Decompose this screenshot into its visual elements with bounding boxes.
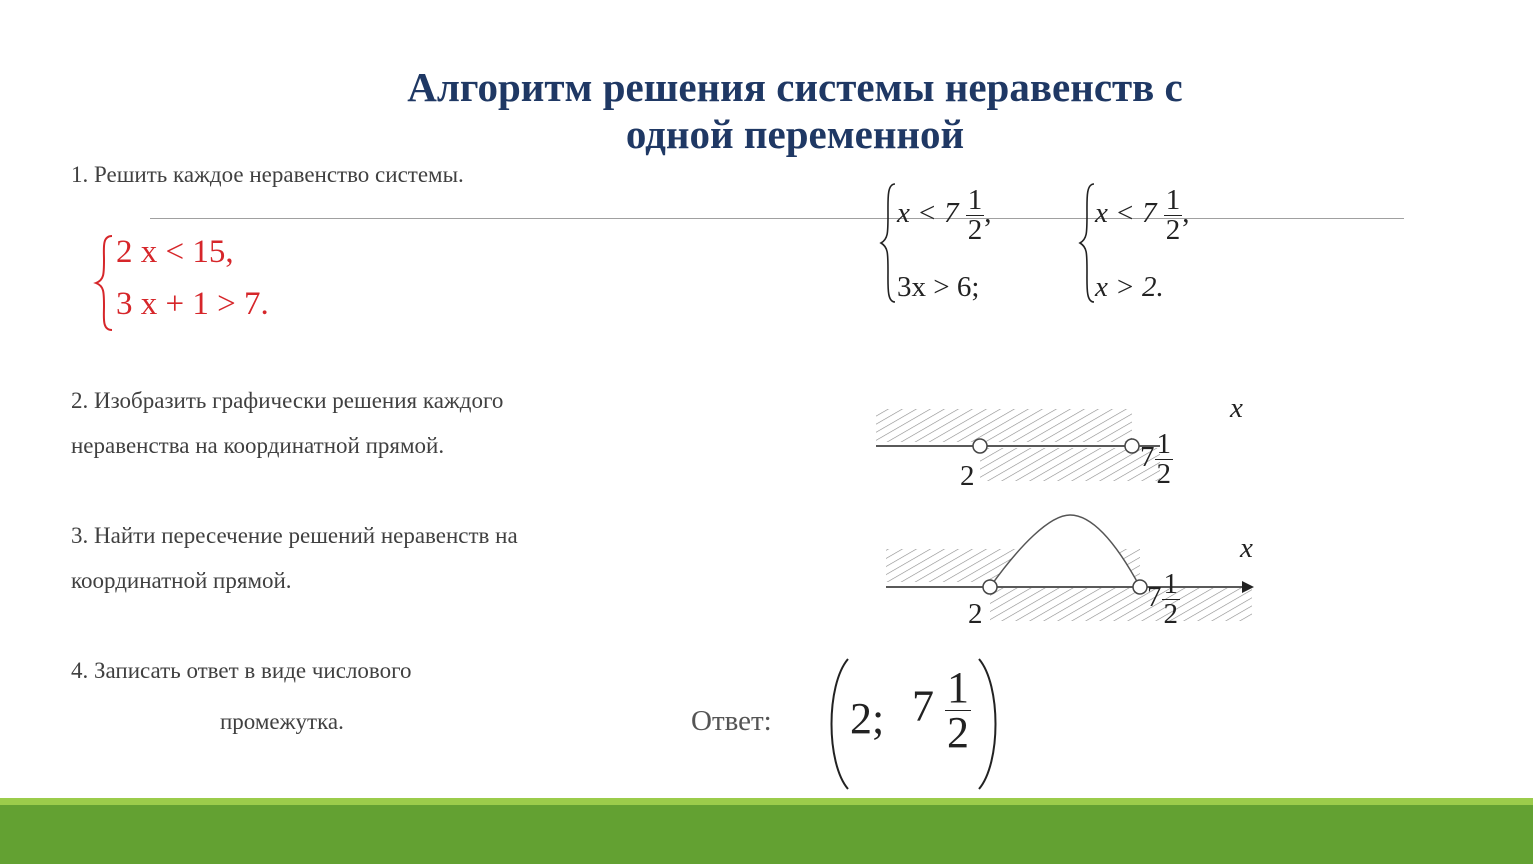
answer-denominator: 2 [947, 708, 969, 757]
axis-label-x-1: x [1230, 392, 1243, 424]
point-label-7-half [1140, 430, 1173, 489]
divider-line [150, 218, 1404, 219]
footer-band [0, 805, 1533, 864]
slide-title [0, 64, 1533, 158]
fraction-denominator: 2 [1165, 214, 1181, 246]
point-label-7-half [1147, 570, 1180, 629]
step-2-line-2: неравенства на координатной прямой. [71, 433, 445, 458]
answer-right-paren [975, 655, 1009, 793]
system-step1-eq2: 3x > 6; [897, 271, 980, 303]
point-label-2: 2 [968, 598, 983, 630]
answer-numerator: 1 [947, 663, 969, 712]
step-1-text: 1. Решить каждое неравенство системы. [71, 162, 464, 187]
system-step1-brace [878, 181, 898, 305]
open-point-7-half [1133, 580, 1147, 594]
fraction [1162, 570, 1181, 629]
fraction-one-half-2 [1164, 186, 1183, 245]
denominator: 2 [1163, 598, 1178, 630]
system-step2-eq2: x > 2. [1095, 271, 1164, 303]
whole-part: 7 [1147, 581, 1162, 614]
system-step2-eq1-lhs: x < 7 [1095, 197, 1157, 230]
system-step1-eq1 [897, 186, 991, 245]
step-4-line-1: 4. Записать ответ в виде числового [71, 658, 412, 683]
fraction-numerator: 1 [1165, 184, 1181, 216]
fraction-denominator: 2 [967, 214, 983, 246]
denominator: 2 [1156, 458, 1171, 490]
step-4-line-2: промежутка. [220, 709, 344, 734]
fraction-numerator: 1 [967, 184, 983, 216]
answer-fraction [945, 663, 971, 757]
system-step2-brace [1077, 181, 1097, 305]
numerator: 1 [1163, 568, 1178, 600]
title-line-2: одной переменной [625, 111, 965, 157]
step-3-line-2: координатной прямой. [71, 568, 292, 593]
open-point-7-half [1125, 439, 1139, 453]
answer-label: Ответ: [691, 705, 772, 737]
step-3-line-1: 3. Найти пересечение решений неравенств на [71, 523, 518, 548]
system-original-eq1: 2 x < 15, [116, 234, 234, 270]
fraction [1155, 430, 1174, 489]
whole-part: 7 [1140, 441, 1155, 474]
footer-band-light [0, 798, 1533, 805]
number-line-2 [880, 505, 1260, 630]
system-original-brace [92, 232, 116, 334]
system-step2-eq1 [1095, 186, 1189, 245]
answer-left-paren [818, 655, 852, 793]
point-label-2: 2 [960, 460, 975, 492]
fraction-one-half [966, 186, 985, 245]
hatch-region-less-than [876, 409, 1132, 442]
step-2-line-1: 2. Изобразить графически решения каждого [71, 388, 504, 413]
system-step1-eq1-comma: , [984, 197, 992, 230]
answer-left-bound: 2; [850, 694, 885, 743]
numerator: 1 [1156, 428, 1171, 460]
open-point-2 [983, 580, 997, 594]
answer-right-bound [912, 663, 971, 757]
system-step1-eq1-lhs: x < 7 [897, 197, 959, 230]
open-point-2 [973, 439, 987, 453]
system-original-eq2: 3 x + 1 > 7. [116, 286, 269, 322]
answer-whole: 7 [912, 681, 934, 731]
title-line-1: Алгоритм решения системы неравенств с [407, 64, 1183, 110]
axis-label-x-2: x [1240, 532, 1253, 564]
hatch-region-greater-than [990, 588, 1252, 621]
system-step2-eq1-comma: , [1182, 197, 1190, 230]
